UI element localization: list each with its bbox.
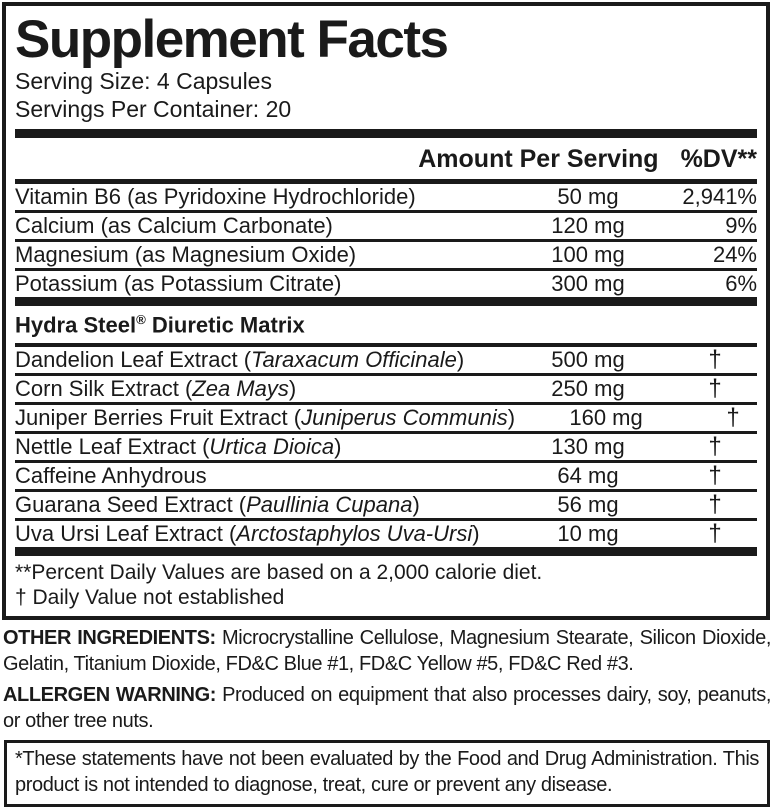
- ingredient-name: Potassium (as Potassium Citrate): [15, 271, 342, 297]
- ingredient-dv: †: [708, 375, 722, 403]
- ingredient-name: Juniper Berries Fruit Extract (Juniperus Communis): [15, 405, 516, 431]
- other-ingredients-label: OTHER INGREDIENTS:: [3, 627, 216, 650]
- ingredient-name: Dandelion Leaf Extract (Taraxacum Officinale): [15, 347, 465, 373]
- below-panel-text: [0, 625, 774, 807]
- supplement-facts-panel: [2, 2, 770, 620]
- ingredient-amount: 300 mg: [551, 271, 625, 297]
- servings-per-container: Servings Per Container: 20: [15, 96, 292, 123]
- ingredient-row: [15, 460, 757, 489]
- blend-name-rest: Diuretic Matrix: [151, 312, 305, 338]
- ingredient-dv: 9%: [725, 213, 757, 239]
- ingredient-name: Uva Ursi Leaf Extract (Arctostaphylos Uva-Ursi): [15, 521, 480, 547]
- ingredient-dv: †: [708, 346, 722, 374]
- allergen-warning: [3, 682, 771, 734]
- other-ingredients-line1: OTHER INGREDIENTS: Microcrystalline Cellulose, Magnesium Stearate, Silicon Dioxide,: [3, 627, 771, 650]
- ingredient-dv: †: [708, 462, 722, 490]
- ingredient-name: Calcium (as Calcium Carbonate): [15, 213, 333, 239]
- footnote-dagger: † Daily Value not established: [15, 586, 285, 610]
- ingredient-row: [15, 402, 757, 431]
- ingredient-name: Corn Silk Extract (Zea Mays): [15, 376, 297, 402]
- blend-name: Hydra Steel: [15, 312, 137, 338]
- other-ingredients: [3, 625, 771, 677]
- ingredient-dv: 2,941%: [682, 184, 757, 210]
- ingredient-dv: †: [708, 433, 722, 461]
- ingredient-name: Caffeine Anhydrous: [15, 463, 207, 489]
- ingredient-dv: 24%: [712, 242, 757, 268]
- ingredient-row: [15, 210, 757, 239]
- ingredient-name: Guarana Seed Extract (Paullinia Cupana): [15, 492, 420, 518]
- allergen-warning-label: ALLERGEN WARNING:: [3, 684, 217, 707]
- ingredient-dv: 6%: [725, 271, 757, 297]
- blend-heading: [15, 306, 757, 343]
- ingredient-name: Vitamin B6 (as Pyridoxine Hydrochloride): [15, 184, 416, 210]
- footnote-daily-values: **Percent Daily Values are based on a 2,000 calorie diet.: [15, 561, 543, 585]
- ingredient-row: [15, 431, 757, 460]
- other-ingredients-line2: Gelatin, Titanium Dioxide, FD&C Blue #1, FD&C Yellow #5, FD&C Red #3.: [3, 653, 634, 676]
- ingredient-row: [15, 268, 757, 297]
- blend-rows: [15, 347, 757, 547]
- nutrients-rows: [15, 184, 757, 297]
- fda-disclaimer-line2: product is not intended to diagnose, treat, cure or prevent any disease.: [15, 774, 613, 797]
- ingredient-amount: 50 mg: [557, 184, 619, 210]
- ingredient-amount: 10 mg: [557, 521, 619, 547]
- serving-size: Serving Size: 4 Capsules: [15, 68, 272, 95]
- table-header: [15, 138, 757, 179]
- ingredient-row: [15, 518, 757, 547]
- fda-disclaimer-box: [4, 740, 770, 807]
- ingredient-amount: 120 mg: [551, 213, 625, 239]
- ingredient-amount: 64 mg: [557, 463, 619, 489]
- ingredient-amount: 250 mg: [551, 376, 625, 402]
- allergen-warning-line1: ALLERGEN WARNING: Produced on equipment that also processes dairy, soy, peanuts,: [3, 684, 771, 707]
- ingredient-amount: 56 mg: [557, 492, 619, 518]
- section-divider-bar: [15, 297, 757, 306]
- ingredient-row: [15, 239, 757, 268]
- fda-disclaimer-line1: *These statements have not been evaluated by the Food and Drug Administration. This: [15, 748, 759, 771]
- amount-per-serving-header: Amount Per Serving: [418, 145, 659, 174]
- section-divider-bar: [15, 129, 757, 138]
- ingredient-amount: 160 mg: [569, 405, 643, 431]
- ingredient-dv: †: [726, 404, 740, 432]
- ingredient-dv: †: [708, 520, 722, 548]
- registered-trademark-symbol: ®: [136, 312, 146, 328]
- ingredient-dv: †: [708, 491, 722, 519]
- allergen-warning-line2: or other tree nuts.: [3, 710, 154, 733]
- percent-dv-header: %DV**: [680, 145, 757, 174]
- ingredient-row: [15, 489, 757, 518]
- ingredient-row: [15, 347, 757, 373]
- label-title: Supplement Facts: [15, 10, 448, 69]
- ingredient-row: [15, 184, 757, 210]
- footnotes: [15, 556, 757, 616]
- ingredient-name: Nettle Leaf Extract (Urtica Dioica): [15, 434, 342, 460]
- section-divider-bar: [15, 547, 757, 556]
- ingredient-amount: 100 mg: [551, 242, 625, 268]
- ingredient-name: Magnesium (as Magnesium Oxide): [15, 242, 357, 268]
- ingredient-amount: 130 mg: [551, 434, 625, 460]
- ingredient-row: [15, 373, 757, 402]
- ingredient-amount: 500 mg: [551, 347, 625, 373]
